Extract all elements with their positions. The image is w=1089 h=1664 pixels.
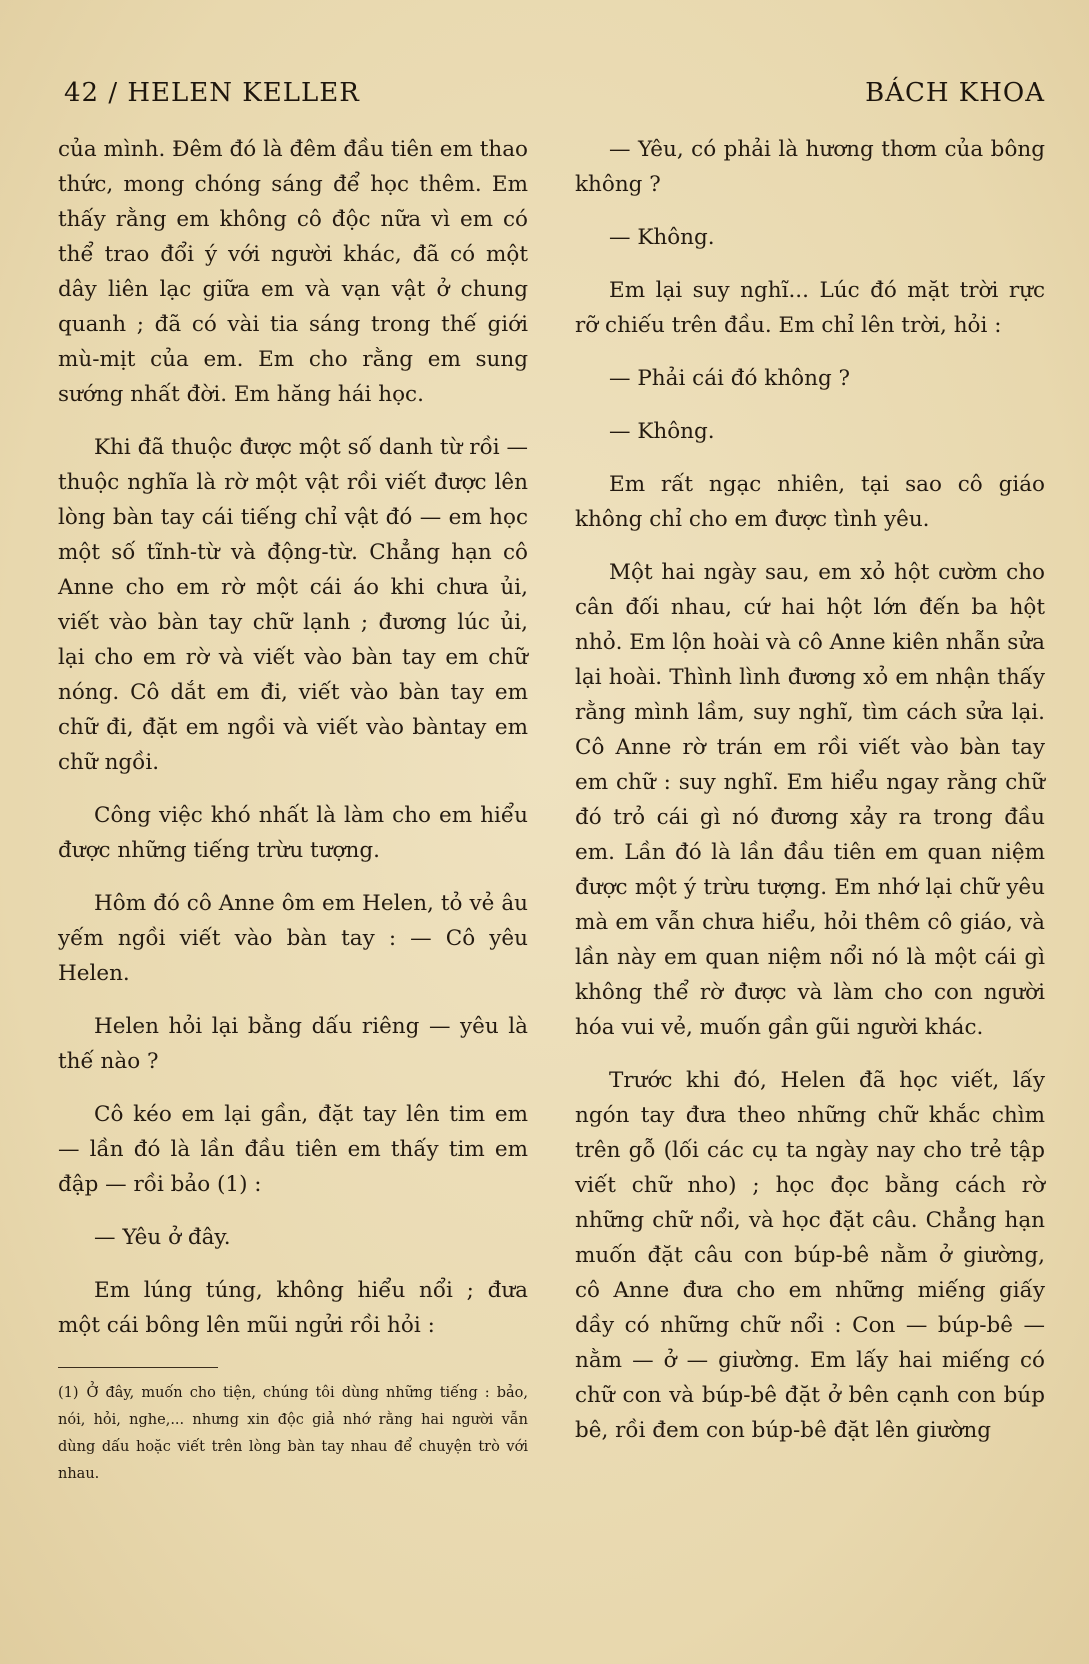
paragraph: Em rất ngạc nhiên, tại sao cô giáo không chỉ cho em được tình yêu. xyxy=(575,472,1045,532)
footnote xyxy=(58,1380,528,1488)
running-header xyxy=(64,78,1045,108)
paragraph: — Không. xyxy=(609,419,715,444)
footnote-number: (1) xyxy=(58,1385,79,1401)
header-right: BÁCH KHOA xyxy=(865,78,1045,108)
paragraph: Một hai ngày sau, em xỏ hột cườm cho cân đối nhau, cứ hai hột lớn đến ba hột nhỏ. Em lộn hoài và cô Anne kiên nhẫn sửa lại hoài. Thình lình đương xỏ em nhận thấy rằng mình lầm, suy nghĩ, tìm cách sửa lại. Cô Anne rờ trán em rồi viết vào bàn tay em chữ : suy nghĩ. Em hiểu ngay rằng chữ đó trỏ cái gì nó đương xảy ra trong đầu em. Lần đó là lần đầu tiên em quan niệm được một ý trừu tượng. Em nhớ lại chữ yêu mà em vẫn chưa hiểu, hỏi thêm cô giáo, và lần này em quan niệm nổi nó là một cái gì không thể rờ được và làm cho con người hóa vui vẻ, muốn gần gũi người khác. xyxy=(575,560,1045,1040)
header-left: 42 / HELEN KELLER xyxy=(64,78,360,108)
footnote-text: Ở đây, muốn cho tiện, chúng tôi dùng những tiếng : bảo, nói, hỏi, nghe,... nhưng xin độc giả nhớ rằng hai người vẫn dùng dấu hoặc viết trên lòng bàn tay nhau để chuyện trò với nhau. xyxy=(58,1385,528,1482)
paragraph: Cô kéo em lại gần, đặt tay lên tim em — lần đó là lần đầu tiên em thấy tim em đập — rồi bảo (1) : xyxy=(58,1102,528,1197)
paragraph: Em lại suy nghĩ... Lúc đó mặt trời rực rỡ chiếu trên đầu. Em chỉ lên trời, hỏi : xyxy=(575,278,1045,338)
paragraph: Em lúng túng, không hiểu nổi ; đưa một cái bông lên mũi ngửi rồi hỏi : xyxy=(58,1278,528,1338)
paragraph: Trước khi đó, Helen đã học viết, lấy ngón tay đưa theo những chữ khắc chìm trên gỗ (lối các cụ ta ngày nay cho trẻ tập viết chữ nho) ; học đọc bằng cách rờ những chữ nổi, và học đặt câu. Chẳng hạn muốn đặt câu con búp-bê nằm ở giường, cô Anne đưa cho em những miếng giấy dầy có những chữ nổi : Con — búp-bê — nằm — ở — giường. Em lấy hai miếng có chữ con và búp-bê đặt ở bên cạnh con búp bê, rồi đem con búp-bê đặt lên giường xyxy=(575,1068,1045,1443)
left-column xyxy=(58,132,528,1488)
paragraph: Hôm đó cô Anne ôm em Helen, tỏ vẻ âu yếm ngồi viết vào bàn tay : — Cô yêu Helen. xyxy=(58,891,528,986)
paragraph: — Phải cái đó không ? xyxy=(609,366,851,391)
paragraph: — Yêu ở đây. xyxy=(94,1225,231,1250)
footnote-divider xyxy=(58,1367,218,1368)
paragraph: của mình. Đêm đó là đêm đầu tiên em thao thức, mong chóng sáng để học thêm. Em thấy rằng em không cô độc nữa vì em có thể trao đổi ý với người khác, đã có một dây liên lạc giữa em và vạn vật ở chung quanh ; đã có vài tia sáng trong thế giới mù-mịt của em. Em cho rằng em sung sướng nhất đời. Em hăng hái học. xyxy=(58,137,528,407)
text-columns xyxy=(52,132,1045,1488)
right-column xyxy=(575,132,1045,1488)
paragraph: Công việc khó nhất là làm cho em hiểu được những tiếng trừu tượng. xyxy=(58,803,528,863)
paragraph: — Không. xyxy=(609,225,715,250)
paragraph: Khi đã thuộc được một số danh từ rồi — thuộc nghĩa là rờ một vật rồi viết được lên lòng bàn tay cái tiếng chỉ vật đó — em học một số tĩnh-từ và động-từ. Chẳng hạn cô Anne cho em rờ một cái áo khi chưa ủi, viết vào bàn tay chữ lạnh ; đương lúc ủi, lại cho em rờ và viết vào bàn tay em chữ nóng. Cô dắt em đi, viết vào bàn tay em chữ đi, đặt em ngồi và viết vào bàntay em chữ ngồi. xyxy=(58,435,528,775)
paragraph: Helen hỏi lại bằng dấu riêng — yêu là thế nào ? xyxy=(58,1014,528,1074)
paragraph: — Yêu, có phải là hương thơm của bông không ? xyxy=(575,137,1045,197)
